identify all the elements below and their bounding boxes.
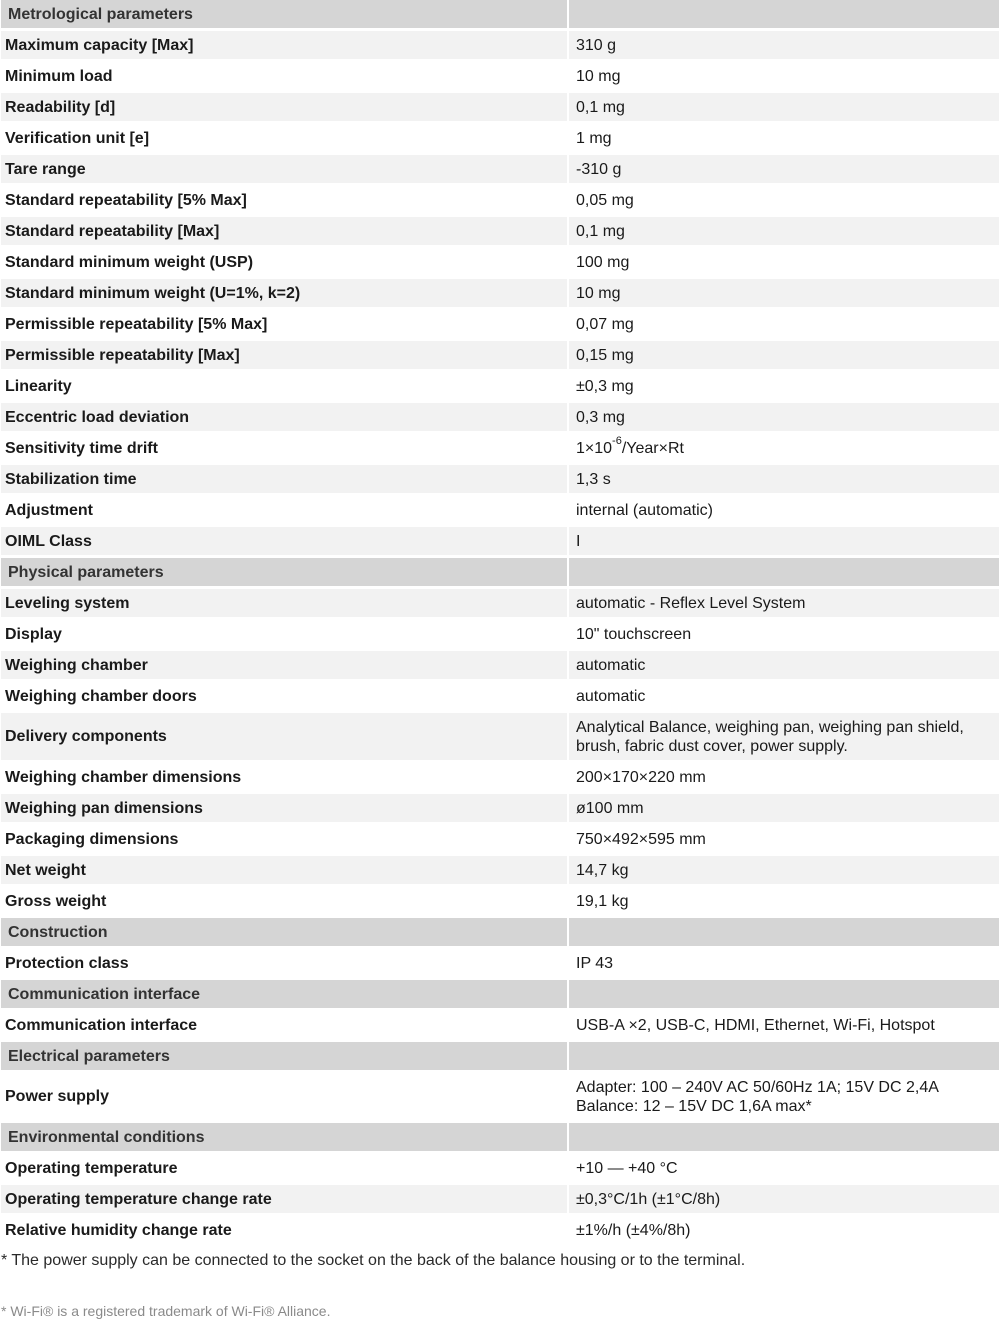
section-header-physical [1, 558, 999, 586]
section-header-electrical [1, 1042, 999, 1070]
row-label: Weighing pan dimensions [1, 794, 567, 822]
section-header-environmental [1, 1123, 999, 1151]
row-label: Adjustment [1, 496, 567, 524]
row-label: Operating temperature [1, 1154, 567, 1182]
row-value: IP 43 [567, 949, 999, 977]
section-title: Construction [1, 918, 567, 946]
section-title: Communication interface [1, 980, 567, 1008]
row-label: Operating temperature change rate [1, 1185, 567, 1213]
table-row [1, 434, 999, 462]
row-value: 10 mg [567, 279, 999, 307]
row-label: Communication interface [1, 1011, 567, 1039]
wifi-trademark-footnote: * Wi-Fi® is a registered trademark of Wi-Fi® Alliance. [1, 1303, 331, 1319]
row-label: Standard minimum weight (U=1%, k=2) [1, 279, 567, 307]
table-row [1, 217, 999, 245]
table-row [1, 62, 999, 90]
row-value: ±0,3°C/1h (±1°C/8h) [567, 1185, 999, 1213]
table-row [1, 713, 999, 760]
row-label: Relative humidity change rate [1, 1216, 567, 1244]
table-row [1, 856, 999, 884]
row-value: ø100 mm [567, 794, 999, 822]
row-value [567, 1073, 999, 1120]
table-row [1, 93, 999, 121]
table-row [1, 1073, 999, 1120]
row-value: 0,07 mg [567, 310, 999, 338]
section-header-construction [1, 918, 999, 946]
row-label: Readability [d] [1, 93, 567, 121]
table-row [1, 763, 999, 791]
section-header-metrological [1, 0, 999, 28]
row-label: Standard repeatability [Max] [1, 217, 567, 245]
table-row [1, 465, 999, 493]
row-value: automatic [567, 682, 999, 710]
row-label: Packaging dimensions [1, 825, 567, 853]
row-value: 100 mg [567, 248, 999, 276]
row-label: Eccentric load deviation [1, 403, 567, 431]
row-value: 200×170×220 mm [567, 763, 999, 791]
table-row [1, 651, 999, 679]
row-value: -310 g [567, 155, 999, 183]
table-row [1, 155, 999, 183]
row-value [567, 713, 999, 760]
section-title: Environmental conditions [1, 1123, 567, 1151]
row-value: 10" touchscreen [567, 620, 999, 648]
row-label: Sensitivity time drift [1, 434, 567, 462]
row-value: ±0,3 mg [567, 372, 999, 400]
table-row [1, 186, 999, 214]
row-value: I [567, 527, 999, 555]
section-header-communication [1, 980, 999, 1008]
row-value: 750×492×595 mm [567, 825, 999, 853]
row-value: automatic - Reflex Level System [567, 589, 999, 617]
table-row [1, 825, 999, 853]
power-supply-footnote: * The power supply can be connected to the socket on the back of the balance housing or to the terminal. [1, 1252, 746, 1269]
table-row [1, 124, 999, 152]
row-label: Power supply [1, 1073, 567, 1120]
row-label: Gross weight [1, 887, 567, 915]
row-value: ±1%/h (±4%/8h) [567, 1216, 999, 1244]
row-value: 310 g [567, 31, 999, 59]
row-value: 0,1 mg [567, 93, 999, 121]
row-label: Tare range [1, 155, 567, 183]
table-row [1, 1216, 999, 1244]
specifications-table [1, 0, 999, 1247]
table-row [1, 949, 999, 977]
row-value: 19,1 kg [567, 887, 999, 915]
table-row [1, 372, 999, 400]
row-label: Leveling system [1, 589, 567, 617]
row-value: internal (automatic) [567, 496, 999, 524]
row-label: Minimum load [1, 62, 567, 90]
table-row [1, 496, 999, 524]
table-row [1, 341, 999, 369]
row-value: 0,1 mg [567, 217, 999, 245]
row-value: 1 mg [567, 124, 999, 152]
table-row [1, 310, 999, 338]
row-label: Protection class [1, 949, 567, 977]
table-row [1, 620, 999, 648]
value-line: Adapter: 100 – 240V AC 50/60Hz 1A; 15V DC 2,4A [576, 1078, 939, 1096]
table-row [1, 794, 999, 822]
value-line: brush, fabric dust cover, power supply. [576, 737, 848, 755]
row-label: Delivery components [1, 713, 567, 760]
row-label: Verification unit [e] [1, 124, 567, 152]
section-title: Physical parameters [1, 558, 567, 586]
table-row [1, 403, 999, 431]
row-label: Maximum capacity [Max] [1, 31, 567, 59]
value-line: Analytical Balance, weighing pan, weighing pan shield, [576, 718, 964, 736]
row-label: OIML Class [1, 527, 567, 555]
table-row [1, 527, 999, 555]
section-title: Metrological parameters [1, 0, 567, 28]
row-label: Permissible repeatability [Max] [1, 341, 567, 369]
row-label: Linearity [1, 372, 567, 400]
table-row [1, 682, 999, 710]
value-base: 1×10 [576, 439, 613, 457]
row-label: Display [1, 620, 567, 648]
row-value: 10 mg [567, 62, 999, 90]
row-label: Standard repeatability [5% Max] [1, 186, 567, 214]
value-exponent: -6 [612, 435, 622, 448]
table-row [1, 887, 999, 915]
row-label: Weighing chamber [1, 651, 567, 679]
table-row [1, 1154, 999, 1182]
table-row [1, 589, 999, 617]
section-title: Electrical parameters [1, 1042, 567, 1070]
row-label: Standard minimum weight (USP) [1, 248, 567, 276]
value-line: Balance: 12 – 15V DC 1,6A max* [576, 1097, 812, 1115]
row-value [567, 434, 999, 462]
row-value: 0,3 mg [567, 403, 999, 431]
table-row [1, 1185, 999, 1213]
table-row [1, 248, 999, 276]
table-row [1, 31, 999, 59]
row-value: 0,05 mg [567, 186, 999, 214]
row-label: Stabilization time [1, 465, 567, 493]
row-label: Weighing chamber dimensions [1, 763, 567, 791]
row-label: Net weight [1, 856, 567, 884]
row-value: automatic [567, 651, 999, 679]
table-row [1, 1011, 999, 1039]
value-tail: /Year×Rt [621, 439, 684, 457]
row-label: Permissible repeatability [5% Max] [1, 310, 567, 338]
table-row [1, 279, 999, 307]
row-value: 14,7 kg [567, 856, 999, 884]
row-value: USB-A ×2, USB-C, HDMI, Ethernet, Wi-Fi, Hotspot [567, 1011, 999, 1039]
row-value: +10 — +40 °C [567, 1154, 999, 1182]
row-value: 0,15 mg [567, 341, 999, 369]
row-label: Weighing chamber doors [1, 682, 567, 710]
row-value: 1,3 s [567, 465, 999, 493]
